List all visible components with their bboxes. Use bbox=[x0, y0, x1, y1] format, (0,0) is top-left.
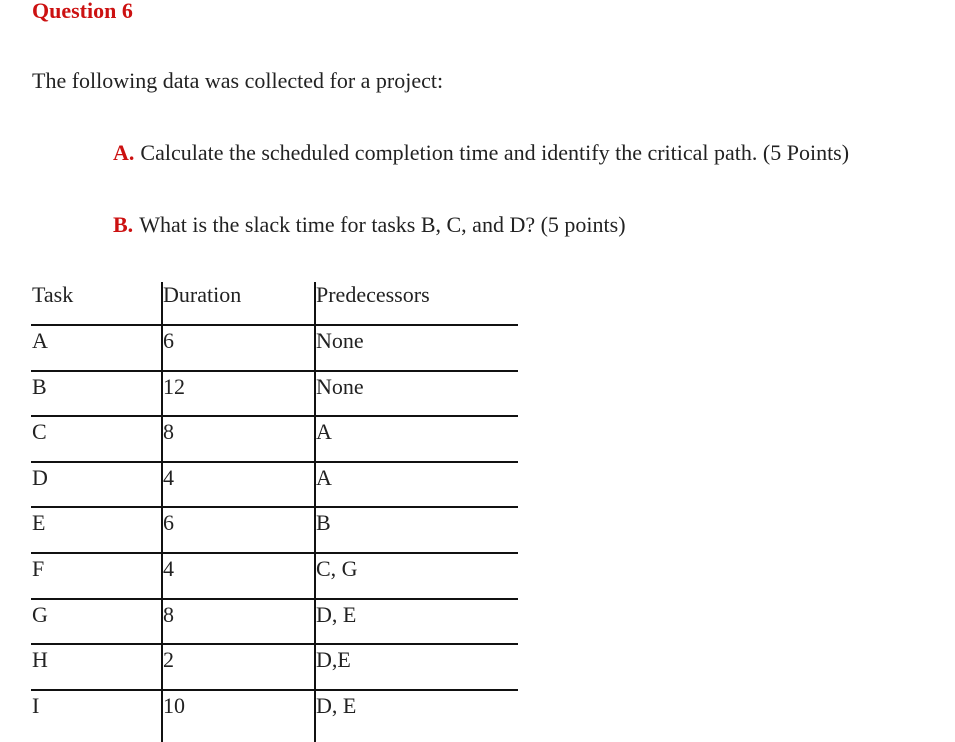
table-row bbox=[31, 598, 518, 644]
task-cell: I bbox=[32, 692, 40, 718]
question-title: Question 6 bbox=[32, 0, 133, 23]
task-cell: C bbox=[32, 419, 47, 445]
duration-cell: Duration bbox=[163, 282, 242, 307]
predecessors-cell: None bbox=[316, 373, 364, 399]
duration-cell: 8 bbox=[163, 419, 174, 445]
predecessors-cell: D, E bbox=[316, 601, 357, 627]
task-cell: G bbox=[32, 601, 48, 627]
task-cell: Task bbox=[32, 282, 74, 307]
predecessors-cell: D, E bbox=[316, 692, 357, 718]
table-row bbox=[31, 643, 518, 689]
duration-cell: 8 bbox=[163, 601, 174, 627]
table-row bbox=[31, 324, 518, 370]
duration-cell: 2 bbox=[163, 647, 174, 673]
duration-cell: 10 bbox=[163, 692, 185, 718]
duration-cell: 6 bbox=[163, 328, 174, 353]
question-a-letter: A. bbox=[113, 140, 135, 165]
row-divider bbox=[31, 689, 518, 691]
row-divider bbox=[31, 598, 518, 600]
duration-cell: 12 bbox=[163, 373, 185, 399]
question-b-text: What is the slack time for tasks B, C, and D? (5 points) bbox=[139, 212, 626, 237]
predecessors-cell: A bbox=[316, 419, 332, 445]
question-a bbox=[113, 140, 849, 166]
question-a-text: Calculate the scheduled completion time and identify the critical path. (5 Points) bbox=[140, 140, 850, 165]
duration-cell: 6 bbox=[163, 510, 174, 536]
row-divider bbox=[31, 415, 518, 417]
row-divider bbox=[31, 461, 518, 463]
task-cell: H bbox=[32, 647, 48, 673]
table-row bbox=[31, 506, 518, 552]
predecessors-cell: B bbox=[316, 510, 331, 536]
table-row bbox=[31, 552, 518, 598]
duration-cell: 4 bbox=[163, 464, 174, 490]
row-divider bbox=[31, 506, 518, 508]
row-divider bbox=[31, 643, 518, 645]
task-cell: A bbox=[32, 328, 48, 353]
row-divider bbox=[31, 370, 518, 372]
row-divider bbox=[31, 324, 518, 326]
intro-text: The following data was collected for a project: bbox=[32, 68, 444, 93]
question-b bbox=[113, 212, 626, 238]
predecessors-cell: D,E bbox=[316, 647, 351, 673]
duration-cell: 4 bbox=[163, 556, 174, 581]
question-b-letter: B. bbox=[113, 212, 134, 237]
table-row bbox=[31, 689, 518, 735]
predecessors-cell: None bbox=[316, 328, 364, 353]
task-cell: B bbox=[32, 373, 47, 399]
task-cell: F bbox=[32, 556, 45, 581]
predecessors-cell: C, G bbox=[316, 556, 358, 581]
predecessors-cell: A bbox=[316, 464, 332, 490]
table-row bbox=[31, 370, 518, 416]
table-header bbox=[31, 278, 518, 324]
predecessors-cell: Predecessors bbox=[316, 282, 430, 307]
table-row bbox=[31, 461, 518, 507]
task-cell: E bbox=[32, 510, 46, 536]
row-divider bbox=[31, 552, 518, 554]
table-row bbox=[31, 415, 518, 461]
task-cell: D bbox=[32, 464, 48, 490]
